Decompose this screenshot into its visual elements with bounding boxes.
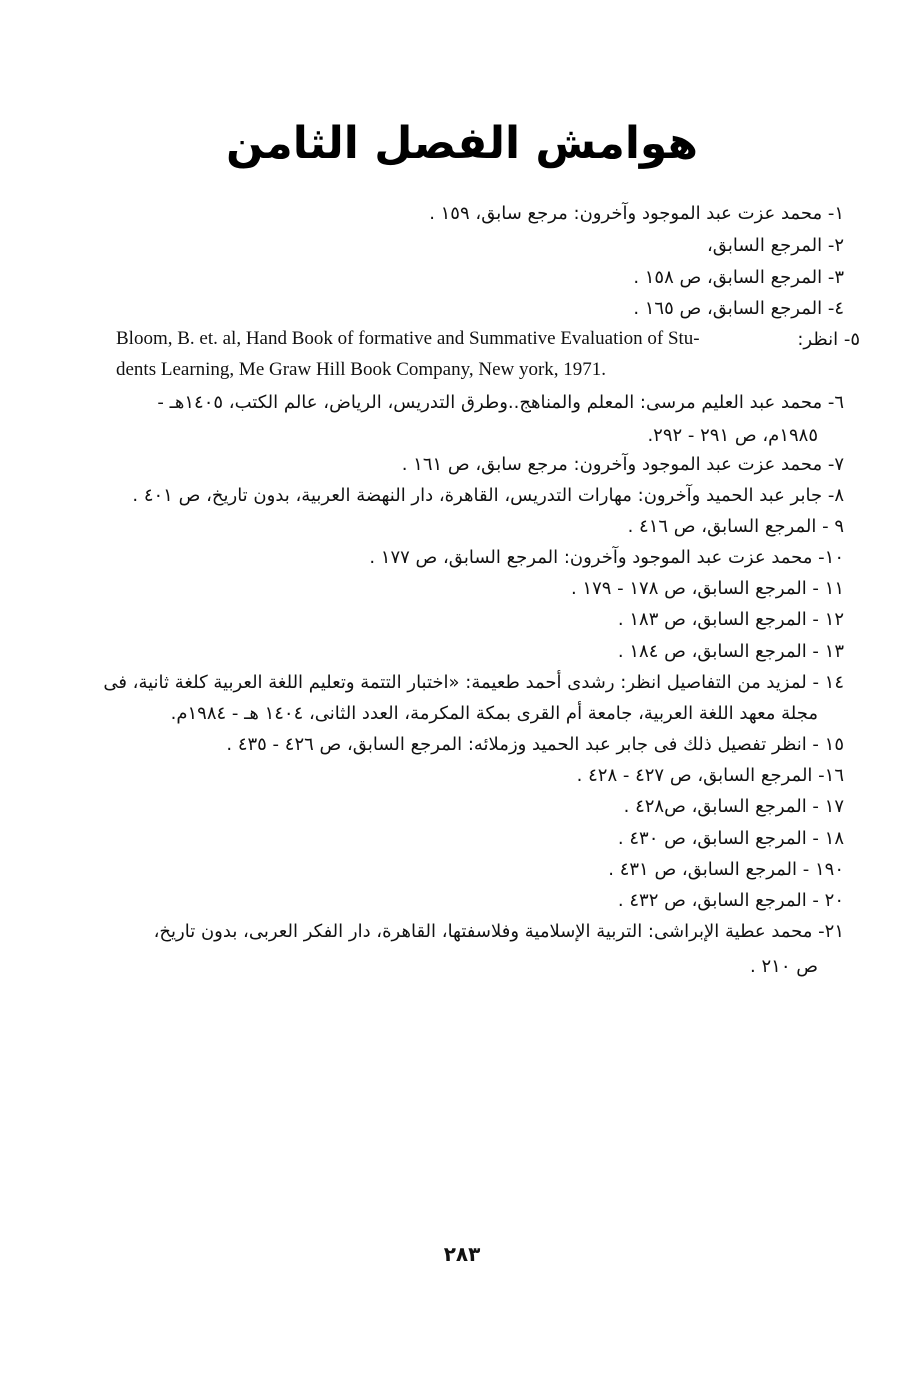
note-line: ١٤ - لمزيد من التفاصيل انظر: رشدى أحمد طعيمة: «اختبار التتمة وتعليم اللغة العربية كلغة ثانية، فى xyxy=(103,672,844,693)
note-line: ٢٠ - المرجع السابق، ص ٤٣٢ . xyxy=(617,890,844,911)
note-line: ٢- المرجع السابق، xyxy=(707,235,844,256)
page-title: هوامش الفصل الثامن xyxy=(225,118,699,169)
note-line: ٨- جابر عبد الحميد وآخرون: مهارات التدريس، القاهرة، دار النهضة العربية، بدون تاريخ، ص ٤٠١ . xyxy=(132,485,844,506)
note-line: ١١ - المرجع السابق، ص ١٧٨ - ١٧٩ . xyxy=(570,578,844,599)
note-line: ١٥ - انظر تفصيل ذلك فى جابر عبد الحميد وزملائه: المرجع السابق، ص ٤٢٦ - ٤٣٥ . xyxy=(226,734,844,755)
note-line: ١٧ - المرجع السابق، ص٤٢٨ . xyxy=(623,796,844,817)
note-line: ٩ - المرجع السابق، ص ٤١٦ . xyxy=(627,516,844,537)
note-line: ٤- المرجع السابق، ص ١٦٥ . xyxy=(633,298,844,319)
note-line: ١٩٨٥م، ص ٢٩١ - ٢٩٢. xyxy=(647,425,818,446)
note-line: ١٣ - المرجع السابق، ص ١٨٤ . xyxy=(617,641,844,662)
note-line: ١٩٠ - المرجع السابق، ص ٤٣١ . xyxy=(608,859,844,880)
note-line: ١٦- المرجع السابق، ص ٤٢٧ - ٤٢٨ . xyxy=(576,765,844,786)
note-line: ٧- محمد عزت عبد الموجود وآخرون: مرجع سابق، ص ١٦١ . xyxy=(401,454,844,475)
note-line-english: dents Learning, Me Graw Hill Book Company, New york, 1971. xyxy=(116,359,607,380)
note-line: ٣- المرجع السابق، ص ١٥٨ . xyxy=(633,267,844,288)
note-line: ١- محمد عزت عبد الموجود وآخرون: مرجع سابق، ١٥٩ . xyxy=(429,203,844,224)
note-line: مجلة معهد اللغة العربية، جامعة أم القرى بمكة المكرمة، العدد الثانى، ١٤٠٤ هـ - ١٩٨٤م. xyxy=(170,703,818,724)
note-line-english: Bloom, B. et. al, Hand Book of formative and Summative Evaluation of Stu- xyxy=(116,328,700,349)
note-line: ١٠- محمد عزت عبد الموجود وآخرون: المرجع السابق، ص ١٧٧ . xyxy=(369,547,844,568)
note-line: ص ٢١٠ . xyxy=(750,956,818,977)
note-line: ١٢ - المرجع السابق، ص ١٨٣ . xyxy=(617,609,844,630)
note-line: ٦- محمد عبد العليم مرسى: المعلم والمناهج..وطرق التدريس، الرياض، عالم الكتب، ١٤٠٥هـ - xyxy=(157,392,844,413)
note-line: ٢١- محمد عطية الإبراشى: التربية الإسلامية وفلاسفتها، القاهرة، دار الفكر العربى، بدون تاريخ، xyxy=(153,921,844,942)
note-line: ٥- انظر: xyxy=(797,329,860,350)
page-number: ٢٨٣ xyxy=(443,1242,481,1266)
note-line: ١٨ - المرجع السابق، ص ٤٣٠ . xyxy=(617,828,844,849)
